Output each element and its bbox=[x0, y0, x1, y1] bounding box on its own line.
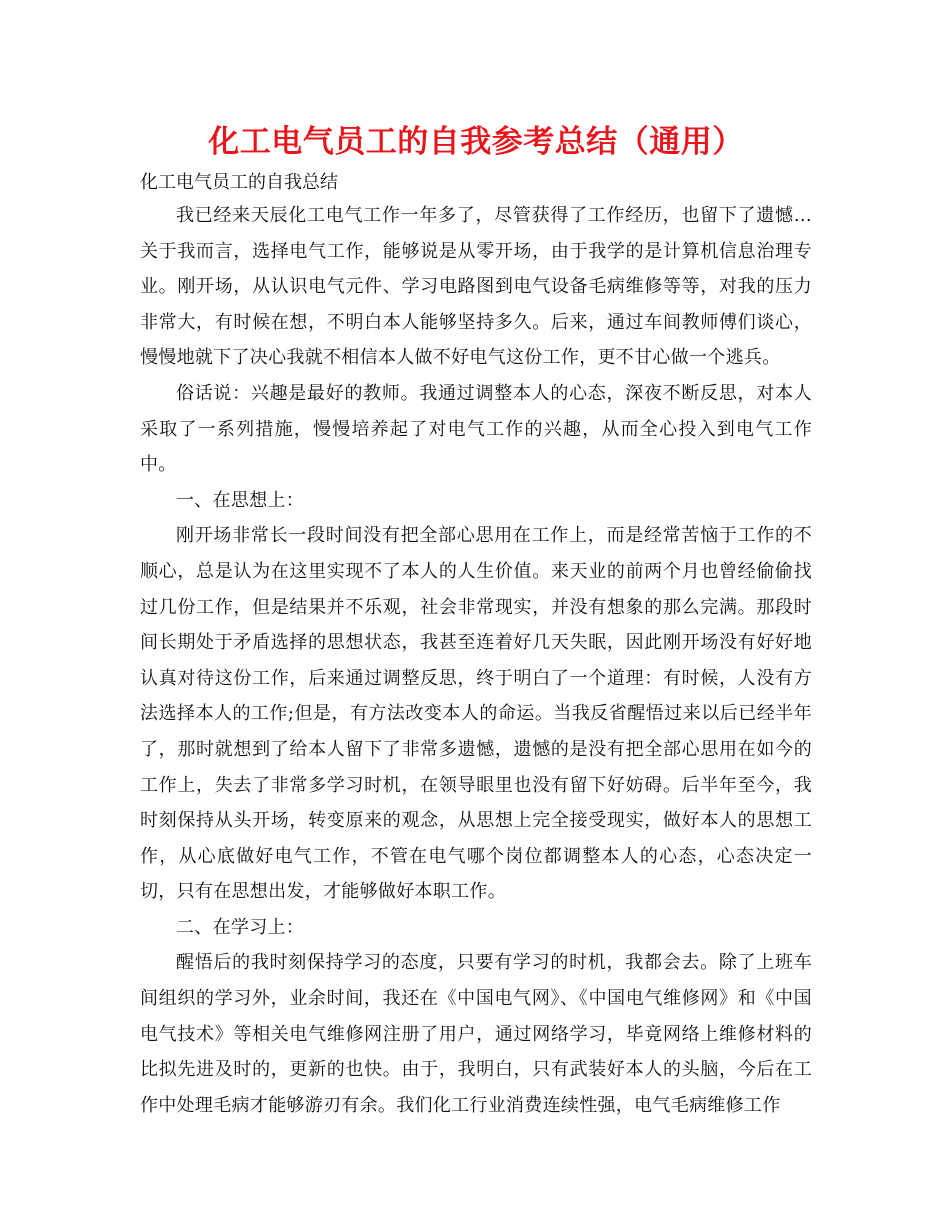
paragraph-study: 醒悟后的我时刻保持学习的态度，只要有学习的时机，我都会去。除了上班车间组织的学习外，业余时间，我还在《中国电气网》、《中国电气维修网》和《中国电气技术》等相关电气维修网注册了用户，通过网络学习，毕竟网络上维修材料的比拟先进及时的，更新的也快。由于，我明白，只有武装好本人的头脑，今后在工作中处理毛病才能够游刃有余。我们化工行业消费连续性强，电气毛病维修工作 bbox=[140, 952, 812, 1116]
section-heading-thought: 一、在思想上： bbox=[176, 489, 305, 511]
document-subtitle: 化工电气员工的自我总结 bbox=[140, 172, 338, 193]
section-heading-study: 二、在学习上： bbox=[176, 916, 305, 938]
document-page bbox=[140, 120, 812, 1123]
paragraph-thought: 刚开场非常长一段时间没有把全部心思用在工作上，而是经常苦恼于工作的不顺心，总是认为在这里实现不了本人的人生价值。来天业的前两个月也曾经偷偷找过几份工作，但是结果并不乐观，社会非常现实，并没有想象的那么完满。那段时间长期处于矛盾选择的思想状态，我甚至连着好几天失眠，因此刚开场没有好好地认真对待这份工作，后来通过调整反思，终于明白了一个道理：有时候，人没有方法选择本人的工作;但是，有方法改变本人的命运。当我反省醒悟过来以后已经半年了，那时就想到了给本人留下了非常多遗憾，遗憾的是没有把全部心思用在如今的工作上，失去了非常多学习时机，在领导眼里也没有留下好妨碍。后半年至今，我时刻保持从头开场，转变原来的观念，从思想上完全接受现实，做好本人的思想工作，从心底做好电气工作，不管在电气哪个岗位都调整本人的心态，心态决定一切，只有在思想出发，才能够做好本职工作。 bbox=[140, 525, 812, 903]
paragraph-intro: 我已经来天辰化工电气工作一年多了，尽管获得了工作经历，也留下了遗憾…关于我而言，选择电气工作，能够说是从零开场，由于我学的是计算机信息治理专业。刚开场，从认识电气元件、学习电路图到电气设备毛病维修等等，对我的压力非常大，有时候在想，不明白本人能够坚持多久。后来，通过车间教师傅们谈心，慢慢地就下了决心我就不相信本人做不好电气这份工作，更不甘心做一个逃兵。 bbox=[140, 205, 812, 369]
document-title: 化工电气员工的自我参考总结（通用） bbox=[208, 124, 744, 160]
paragraph-interest: 俗话说：兴趣是最好的教师。我通过调整本人的心态，深夜不断反思，对本人采取了一系列措施，慢慢培养起了对电气工作的兴趣，从而全心投入到电气工作中。 bbox=[140, 382, 812, 476]
